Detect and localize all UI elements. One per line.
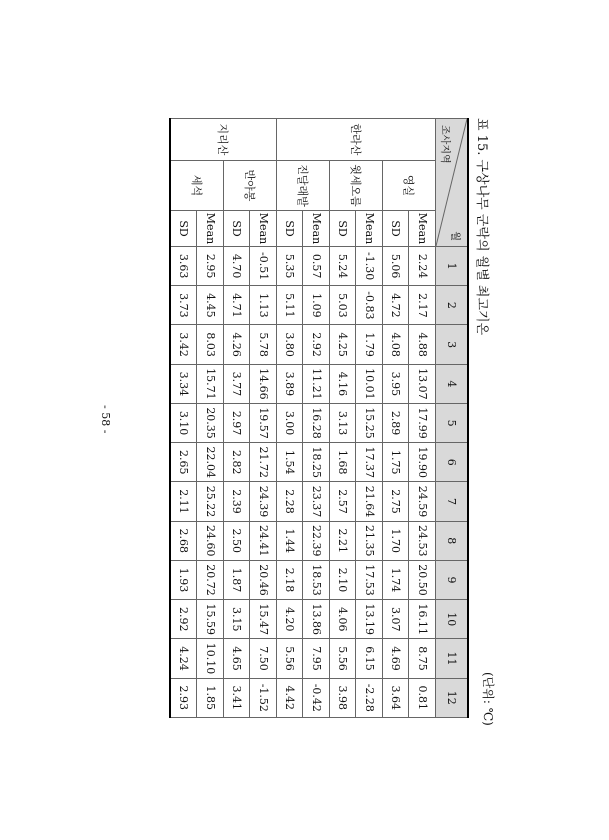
value-cell: 25.22 — [197, 482, 224, 521]
value-cell: 4.24 — [170, 639, 197, 678]
table-row — [303, 119, 330, 718]
month-header: 7 — [436, 482, 469, 521]
stat-cell: Mean — [250, 211, 277, 247]
value-cell: 1.09 — [303, 286, 330, 325]
value-cell: 15.59 — [197, 600, 224, 639]
value-cell: 2.24 — [409, 247, 436, 286]
value-cell: 3.42 — [170, 325, 197, 364]
table-row — [356, 119, 383, 718]
value-cell: 24.53 — [409, 521, 436, 560]
value-cell: 15.71 — [197, 364, 224, 403]
header-row — [436, 119, 469, 718]
value-cell: 2.18 — [277, 560, 304, 599]
value-cell: 22.04 — [197, 443, 224, 482]
value-cell: 17.99 — [409, 403, 436, 442]
table-row — [250, 119, 277, 718]
value-cell: 13.07 — [409, 364, 436, 403]
value-cell: 3.98 — [330, 678, 357, 717]
value-cell: 4.65 — [224, 639, 251, 678]
month-header: 2 — [436, 286, 469, 325]
value-cell: 15.25 — [356, 403, 383, 442]
value-cell: 2.21 — [330, 521, 357, 560]
corner-site-label: 조사지역 — [439, 125, 450, 164]
value-cell: 24.60 — [197, 521, 224, 560]
value-cell: 4.71 — [224, 286, 251, 325]
value-cell: -1.52 — [250, 678, 277, 717]
value-cell: 2.92 — [170, 600, 197, 639]
value-cell: 6.15 — [356, 639, 383, 678]
value-cell: 1.68 — [330, 443, 357, 482]
value-cell: 1.13 — [250, 286, 277, 325]
value-cell: 2.57 — [330, 482, 357, 521]
value-cell: 0.57 — [303, 247, 330, 286]
stat-cell: SD — [383, 211, 410, 247]
stat-cell: SD — [277, 211, 304, 247]
value-cell: 2.89 — [383, 403, 410, 442]
value-cell: 1.44 — [277, 521, 304, 560]
value-cell: 2.92 — [303, 325, 330, 364]
value-cell: 5.56 — [277, 639, 304, 678]
value-cell: 22.39 — [303, 521, 330, 560]
value-cell: 7.50 — [250, 639, 277, 678]
table-body — [170, 119, 436, 718]
value-cell: 1.70 — [383, 521, 410, 560]
value-cell: 10.10 — [197, 639, 224, 678]
value-cell: 21.64 — [356, 482, 383, 521]
value-cell: -2.28 — [356, 678, 383, 717]
value-cell: 1.74 — [383, 560, 410, 599]
value-cell: 4.25 — [330, 325, 357, 364]
value-cell: 17.37 — [356, 443, 383, 482]
month-header: 3 — [436, 325, 469, 364]
value-cell: 3.13 — [330, 403, 357, 442]
value-cell: 5.56 — [330, 639, 357, 678]
value-cell: 3.95 — [383, 364, 410, 403]
value-cell: 21.72 — [250, 443, 277, 482]
value-cell: 2.65 — [170, 443, 197, 482]
value-cell: 3.00 — [277, 403, 304, 442]
value-cell: 3.07 — [383, 600, 410, 639]
value-cell: 3.89 — [277, 364, 304, 403]
value-cell: 2.93 — [170, 678, 197, 717]
value-cell: 1.85 — [197, 678, 224, 717]
month-header: 1 — [436, 247, 469, 286]
value-cell: 18.53 — [303, 560, 330, 599]
value-cell: 1.93 — [170, 560, 197, 599]
site-cell: 세석 — [170, 161, 224, 211]
value-cell: 24.41 — [250, 521, 277, 560]
value-cell: -0.83 — [356, 286, 383, 325]
value-cell: 2.75 — [383, 482, 410, 521]
value-cell: 1.75 — [383, 443, 410, 482]
value-cell: 2.11 — [170, 482, 197, 521]
month-header: 12 — [436, 678, 469, 717]
value-cell: 4.08 — [383, 325, 410, 364]
value-cell: 4.06 — [330, 600, 357, 639]
corner-header — [436, 119, 469, 247]
value-cell: -0.51 — [250, 247, 277, 286]
value-cell: 14.66 — [250, 364, 277, 403]
stat-cell: Mean — [356, 211, 383, 247]
value-cell: 23.37 — [303, 482, 330, 521]
value-cell: 16.11 — [409, 600, 436, 639]
corner-month-label: 월 — [449, 231, 460, 242]
value-cell: 4.69 — [383, 639, 410, 678]
value-cell: 8.03 — [197, 325, 224, 364]
value-cell: 24.59 — [409, 482, 436, 521]
value-cell: 15.47 — [250, 600, 277, 639]
value-cell: 20.72 — [197, 560, 224, 599]
value-cell: 21.35 — [356, 521, 383, 560]
value-cell: 19.90 — [409, 443, 436, 482]
value-cell: 3.34 — [170, 364, 197, 403]
value-cell: 1.79 — [356, 325, 383, 364]
stat-cell: Mean — [197, 211, 224, 247]
unit-label: (단위: ℃) — [481, 672, 495, 726]
site-cell: 반야봉 — [224, 161, 277, 211]
value-cell: 2.10 — [330, 560, 357, 599]
table-row — [409, 119, 436, 718]
region-cell: 지리산 — [170, 119, 277, 161]
site-cell: 진달래밭 — [277, 161, 330, 211]
page-number: - 58 - — [99, 405, 112, 434]
value-cell: 4.88 — [409, 325, 436, 364]
value-cell: 4.72 — [383, 286, 410, 325]
value-cell: 5.35 — [277, 247, 304, 286]
max-temperature-table — [169, 118, 469, 718]
value-cell: 17.53 — [356, 560, 383, 599]
value-cell: 2.28 — [277, 482, 304, 521]
value-cell: 5.78 — [250, 325, 277, 364]
stat-cell: SD — [170, 211, 197, 247]
value-cell: 2.95 — [197, 247, 224, 286]
value-cell: 4.70 — [224, 247, 251, 286]
table-row — [197, 119, 224, 718]
value-cell: -1.30 — [356, 247, 383, 286]
value-cell: 20.35 — [197, 403, 224, 442]
value-cell: 2.39 — [224, 482, 251, 521]
site-cell: 영실 — [383, 161, 436, 211]
value-cell: 5.11 — [277, 286, 304, 325]
value-cell: 4.20 — [277, 600, 304, 639]
value-cell: 4.16 — [330, 364, 357, 403]
site-cell: 윗세오름 — [330, 161, 383, 211]
value-cell: 10.01 — [356, 364, 383, 403]
value-cell: 13.86 — [303, 600, 330, 639]
value-cell: 3.10 — [170, 403, 197, 442]
value-cell: 3.77 — [224, 364, 251, 403]
month-header: 11 — [436, 639, 469, 678]
value-cell: 4.42 — [277, 678, 304, 717]
stat-cell: SD — [224, 211, 251, 247]
value-cell: 3.41 — [224, 678, 251, 717]
value-cell: 5.24 — [330, 247, 357, 286]
value-cell: 11.21 — [303, 364, 330, 403]
value-cell: 4.45 — [197, 286, 224, 325]
value-cell: 5.06 — [383, 247, 410, 286]
value-cell: 2.50 — [224, 521, 251, 560]
value-cell: 3.63 — [170, 247, 197, 286]
value-cell: 8.75 — [409, 639, 436, 678]
stat-cell: Mean — [303, 211, 330, 247]
value-cell: 16.28 — [303, 403, 330, 442]
value-cell: 4.26 — [224, 325, 251, 364]
value-cell: 2.97 — [224, 403, 251, 442]
value-cell: 18.25 — [303, 443, 330, 482]
value-cell: 5.03 — [330, 286, 357, 325]
stat-cell: SD — [330, 211, 357, 247]
value-cell: 0.81 — [409, 678, 436, 717]
value-cell: 13.19 — [356, 600, 383, 639]
month-header: 10 — [436, 600, 469, 639]
month-header: 5 — [436, 403, 469, 442]
value-cell: 1.87 — [224, 560, 251, 599]
value-cell: 2.82 — [224, 443, 251, 482]
month-header: 9 — [436, 560, 469, 599]
value-cell: 20.50 — [409, 560, 436, 599]
value-cell: 2.68 — [170, 521, 197, 560]
table-caption: 표 15. 구상나무 군락의 월별 최고기온 — [474, 118, 489, 336]
value-cell: 1.54 — [277, 443, 304, 482]
value-cell: 3.73 — [170, 286, 197, 325]
value-cell: 24.39 — [250, 482, 277, 521]
stat-cell: Mean — [409, 211, 436, 247]
value-cell: 3.15 — [224, 600, 251, 639]
month-header: 4 — [436, 364, 469, 403]
month-header: 6 — [436, 443, 469, 482]
value-cell: 3.64 — [383, 678, 410, 717]
value-cell: 2.17 — [409, 286, 436, 325]
value-cell: 19.57 — [250, 403, 277, 442]
value-cell: 20.46 — [250, 560, 277, 599]
value-cell: 3.80 — [277, 325, 304, 364]
value-cell: -0.42 — [303, 678, 330, 717]
region-cell: 한라산 — [277, 119, 436, 161]
value-cell: 7.95 — [303, 639, 330, 678]
month-header: 8 — [436, 521, 469, 560]
